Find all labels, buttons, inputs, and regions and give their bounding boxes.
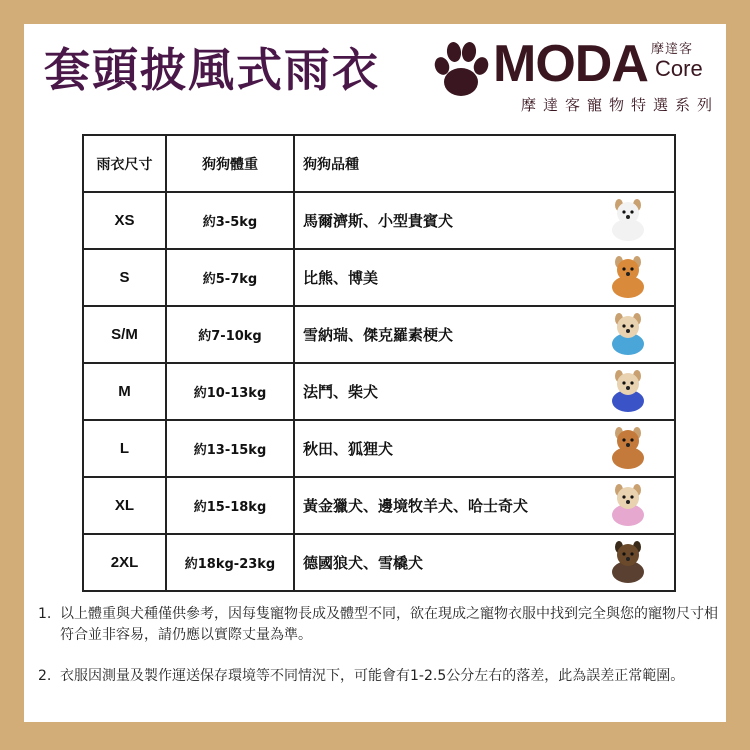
weight-cell [166, 306, 294, 363]
brand-subtitle: 摩達客寵物特選系列 [521, 96, 720, 114]
weight-cell-text: 約7-10kg [198, 329, 262, 344]
header-weight: 狗狗體重 [166, 135, 294, 192]
size-cell [83, 534, 166, 591]
breed-cell-text: 秋田、狐狸犬 [303, 440, 394, 458]
table-row [83, 477, 675, 534]
note-number: 2. [38, 668, 52, 684]
size-cell [83, 249, 166, 306]
note-text: 以上體重與犬種僅供參考，因每隻寵物長成及體型不同，欲在現成之寵物衣服中找到完全與您的寵物尺寸相符合並非容易，請仍應以實際丈量為準。 [60, 606, 718, 643]
weight-cell [166, 420, 294, 477]
weight-cell-text: 約3-5kg [202, 215, 258, 230]
size-cell [83, 306, 166, 363]
breed-cell-text: 法鬥、柴犬 [303, 383, 379, 401]
weight-cell [166, 477, 294, 534]
weight-cell-text: 約13-15kg [193, 443, 267, 458]
size-cell [83, 420, 166, 477]
table-row [83, 363, 675, 420]
size-cell-text: XS [114, 212, 135, 229]
brand-logo [429, 35, 720, 116]
breed-cell [294, 249, 675, 306]
weight-cell-text: 約15-18kg [193, 500, 267, 515]
breed-cell [294, 363, 675, 420]
note-number: 1. [38, 606, 52, 622]
breed-cell-text: 馬爾濟斯、小型貴賓犬 [303, 212, 454, 230]
maltese-photo-icon [606, 196, 650, 244]
size-cell [83, 192, 166, 249]
german-shepherd-photo-icon [606, 538, 650, 586]
header-size: 雨衣尺寸 [83, 135, 166, 192]
breed-cell-text: 雪納瑞、傑克羅素梗犬 [303, 326, 454, 344]
breed-cell [294, 477, 675, 534]
breed-cell [294, 420, 675, 477]
note-item [38, 604, 728, 646]
note-item [38, 666, 728, 687]
breed-cell-text: 德國狼犬、雪橇犬 [303, 554, 424, 572]
size-cell [83, 477, 166, 534]
golden-retriever-pink-raincoat-photo-icon [606, 481, 650, 529]
size-cell-text: S/M [111, 326, 138, 343]
size-cell-text: XL [114, 497, 135, 514]
brand-core: Core [655, 56, 703, 81]
header-breed: 狗狗品種 [294, 135, 675, 192]
brand-name: MODA [493, 35, 648, 93]
page-title: 套頭披風式雨衣 [44, 43, 380, 97]
weight-cell-text: 約5-7kg [202, 272, 258, 287]
shiba-blue-raincoat-photo-icon [606, 367, 650, 415]
weight-cell [166, 192, 294, 249]
breed-cell [294, 534, 675, 591]
akita-photo-icon [606, 424, 650, 472]
table-row [83, 420, 675, 477]
table-row [83, 192, 675, 249]
table-row [83, 249, 675, 306]
weight-cell [166, 363, 294, 420]
schnauzer-blue-raincoat-photo-icon [606, 310, 650, 358]
table-row [83, 306, 675, 363]
size-cell [83, 363, 166, 420]
brand-chinese-name: 摩達客 [651, 42, 694, 57]
paw-print-icon [429, 38, 493, 102]
breed-cell [294, 192, 675, 249]
table-header-row [83, 135, 675, 192]
pomeranian-photo-icon [606, 253, 650, 301]
size-cell-text: 2XL [110, 554, 139, 571]
note-text: 衣服因測量及製作運送保存環境等不同情況下，可能會有1-2.5公分左右的落差，此為誤差正常範圍。 [60, 668, 685, 684]
breed-cell [294, 306, 675, 363]
weight-cell-text: 約10-13kg [193, 386, 267, 401]
weight-cell-text: 約18kg-23kg [184, 557, 276, 572]
weight-cell [166, 249, 294, 306]
size-cell-text: M [118, 383, 131, 400]
content-card [24, 24, 726, 722]
size-cell-text: S [119, 269, 130, 286]
size-cell-text: L [119, 440, 130, 457]
breed-cell-text: 黃金獵犬、邊境牧羊犬、哈士奇犬 [303, 497, 529, 515]
weight-cell [166, 534, 294, 591]
notes [38, 604, 728, 707]
size-chart-table [82, 134, 676, 592]
table-row [83, 534, 675, 591]
breed-cell-text: 比熊、博美 [303, 269, 379, 287]
